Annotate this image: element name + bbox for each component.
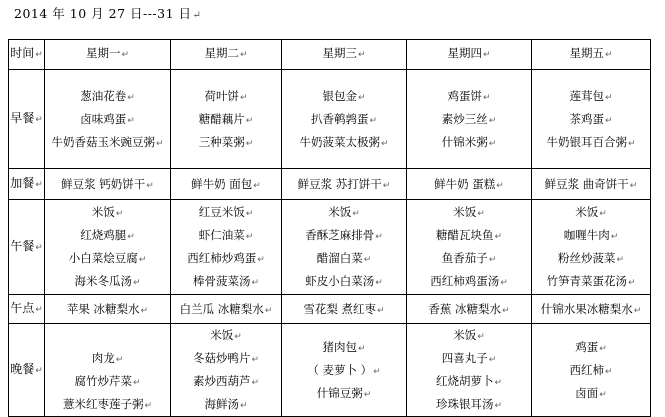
menu-cell [282, 295, 407, 324]
menu-item [407, 131, 531, 154]
paragraph-mark-icon: ↵ [599, 343, 607, 354]
menu-item-text: 牛奶菠菜太极粥 [299, 134, 380, 149]
menu-item-text: 虾皮小白菜汤 [305, 274, 375, 288]
menu-item [532, 247, 650, 270]
menu-item-text: 素炒三丝 [441, 111, 488, 126]
menu-item-text: 米饭 [453, 328, 477, 342]
paragraph-mark-icon: ↵ [500, 278, 508, 288]
menu-cell [532, 295, 651, 324]
menu-item-text: 小白菜烩豆腐 [68, 251, 138, 265]
day-label: 星期三 [322, 46, 357, 60]
paragraph-mark-icon: ↵ [482, 50, 491, 60]
paragraph-mark-icon: ↵ [627, 278, 636, 288]
paragraph-mark-icon: ↵ [239, 401, 248, 411]
menu-item-text: 鲜豆浆 苏打饼干 [297, 176, 382, 191]
paragraph-mark-icon: ↵ [599, 209, 607, 219]
menu-cell [282, 169, 407, 200]
menu-item-text: 莲茸包 [569, 88, 604, 103]
menu-item-text: 竹笋青菜蛋花汤 [546, 274, 627, 288]
paragraph-mark-icon: ↵ [363, 389, 372, 400]
paragraph-mark-icon: ↵ [494, 378, 503, 388]
menu-item-text: 荷叶饼 [204, 88, 239, 103]
paragraph-mark-icon: ↵ [132, 278, 141, 288]
menu-item [171, 131, 281, 154]
header-row [9, 40, 651, 70]
meal-row-morning-snack [9, 169, 651, 200]
menu-item-text: 糖醋藕片 [198, 111, 245, 126]
menu-item [407, 270, 531, 293]
menu-item-text: 什锦米粥 [441, 134, 488, 149]
paragraph-mark-icon: ↵ [192, 10, 202, 21]
menu-item [282, 173, 406, 196]
menu-item [407, 85, 531, 108]
day-label: 星期四 [447, 46, 482, 60]
day-header-2 [171, 40, 282, 70]
paragraph-mark-icon: ↵ [155, 138, 164, 149]
menu-cell [532, 200, 651, 295]
paragraph-mark-icon: ↵ [604, 366, 613, 377]
menu-item [407, 298, 531, 321]
paragraph-mark-icon: ↵ [357, 50, 366, 60]
paragraph-mark-icon: ↵ [234, 332, 242, 342]
menu-item-text: 米饭 [453, 205, 477, 219]
menu-item [171, 393, 281, 416]
paragraph-mark-icon: ↵ [604, 92, 613, 103]
menu-item [282, 359, 406, 382]
meal-row-afternoon-snack [9, 295, 651, 324]
meal-row-lunch [9, 200, 651, 295]
weekly-menu-table [8, 39, 651, 417]
paragraph-mark-icon: ↵ [629, 180, 638, 191]
menu-item-text: 扒香鹌鹑蛋 [310, 111, 369, 126]
menu-item [45, 247, 170, 270]
menu-item-text: 粉丝炒菠菜 [557, 251, 616, 265]
paragraph-mark-icon: ↵ [245, 115, 254, 126]
paragraph-mark-icon: ↵ [127, 115, 135, 126]
menu-item [532, 382, 650, 405]
menu-item-text: 什锦水果冰糖梨水 [540, 301, 633, 316]
menu-item [171, 347, 281, 370]
menu-item-text: 棒骨菠菜汤 [192, 274, 251, 288]
paragraph-mark-icon: ↵ [35, 242, 43, 253]
menu-item [282, 382, 406, 405]
meal-label-cell [9, 200, 45, 295]
menu-item [282, 108, 406, 131]
menu-item [45, 108, 170, 131]
meal-row-breakfast [9, 70, 651, 169]
menu-item [171, 85, 281, 108]
menu-item [532, 85, 650, 108]
menu-cell [407, 295, 532, 324]
paragraph-mark-icon: ↵ [627, 138, 636, 149]
menu-item-text: 红烧鸡腿 [80, 228, 127, 242]
menu-item [171, 108, 281, 131]
menu-item-text: 卤面 [575, 385, 599, 400]
menu-item [407, 247, 531, 270]
menu-item-text: 米饭 [575, 205, 599, 219]
menu-cell [282, 324, 407, 417]
menu-item [532, 201, 650, 224]
menu-item [282, 201, 406, 224]
paragraph-mark-icon: ↵ [245, 232, 254, 242]
menu-item-text: 西红柿鸡蛋汤 [430, 274, 500, 288]
menu-item [282, 270, 406, 293]
paragraph-mark-icon: ↵ [502, 305, 510, 316]
meal-label-cell [9, 295, 45, 324]
paragraph-mark-icon: ↵ [35, 179, 43, 190]
menu-item-text: 猪肉包 [322, 339, 357, 354]
meal-label: 加餐 [10, 175, 35, 190]
menu-item-text: 冬菇炒鸭片 [192, 351, 251, 365]
menu-item-text: 牛奶香菇玉米豌豆粥 [51, 134, 155, 149]
menu-cell [171, 169, 282, 200]
meal-label-cell [9, 324, 45, 417]
menu-item-text: 薏米红枣莲子粥 [62, 397, 144, 411]
paragraph-mark-icon: ↵ [144, 401, 153, 411]
menu-item-text: 米饭 [210, 328, 234, 342]
menu-item [532, 298, 650, 321]
menu-item-text: 银包金 [322, 88, 357, 103]
menu-item-text: （ 麦萝卜 ） [307, 362, 373, 377]
menu-item-text: 腐竹炒芹菜 [74, 374, 132, 388]
paragraph-mark-icon: ↵ [477, 332, 485, 342]
paragraph-mark-icon: ↵ [253, 180, 261, 191]
menu-cell [407, 324, 532, 417]
menu-cell [171, 70, 282, 169]
paragraph-mark-icon: ↵ [488, 255, 497, 265]
menu-cell [45, 169, 171, 200]
menu-item-text: 西红柿炒鸡蛋 [187, 251, 257, 265]
menu-item [45, 393, 170, 416]
paragraph-mark-icon: ↵ [610, 232, 619, 242]
menu-item-text: 鲜牛奶 蛋糕 [434, 176, 496, 191]
day-label: 星期二 [204, 46, 239, 60]
paragraph-mark-icon: ↵ [352, 209, 360, 219]
menu-cell [171, 200, 282, 295]
menu-item-text: 咖喱牛肉 [563, 228, 610, 242]
date-range-text: 2014 年 10 月 27 日---31 日 [14, 6, 192, 21]
day-header-1 [45, 40, 171, 70]
menu-item-text: 红烧胡萝卜 [435, 374, 494, 388]
menu-item-text: 香酥芝麻排骨 [305, 228, 375, 242]
menu-item-text: 红豆米饭 [198, 205, 245, 219]
paragraph-mark-icon: ↵ [357, 343, 366, 354]
menu-item [407, 108, 531, 131]
menu-cell [171, 324, 282, 417]
paragraph-mark-icon: ↵ [363, 255, 372, 265]
menu-item [171, 370, 281, 393]
menu-cell [45, 70, 171, 169]
paragraph-mark-icon: ↵ [251, 378, 260, 388]
paragraph-mark-icon: ↵ [245, 209, 254, 219]
menu-item [532, 108, 650, 131]
menu-item-text: 鱼香茄子 [441, 251, 488, 265]
paragraph-mark-icon: ↵ [245, 138, 254, 149]
menu-item [532, 336, 650, 359]
paragraph-mark-icon: ↵ [488, 115, 497, 126]
menu-item [282, 336, 406, 359]
paragraph-mark-icon: ↵ [146, 180, 154, 191]
menu-item-text: 珍珠银耳汤 [435, 397, 494, 411]
menu-item [171, 324, 281, 347]
menu-item [171, 298, 281, 321]
menu-cell [282, 70, 407, 169]
menu-item [45, 270, 170, 293]
menu-cell [45, 200, 171, 295]
paragraph-mark-icon: ↵ [239, 50, 248, 60]
menu-cell [532, 324, 651, 417]
menu-item [532, 270, 650, 293]
paragraph-mark-icon: ↵ [482, 92, 491, 103]
menu-item [45, 224, 170, 247]
menu-item-text: 醋溜白菜 [316, 251, 363, 265]
menu-item [171, 247, 281, 270]
menu-item-text: 牛奶银耳百合粥 [546, 134, 627, 149]
day-label: 星期五 [569, 46, 604, 60]
menu-item [45, 298, 170, 321]
corner-cell [9, 40, 45, 70]
menu-item-text: 素炒西葫芦 [192, 374, 251, 388]
menu-item-text: 三种菜粥 [198, 134, 245, 149]
paragraph-mark-icon: ↵ [251, 355, 260, 365]
menu-item-text: 海米冬瓜汤 [74, 274, 132, 288]
menu-item [407, 347, 531, 370]
menu-item-text: 虾仁油菜 [198, 228, 245, 242]
date-range [14, 4, 201, 22]
menu-item [282, 131, 406, 154]
menu-item [407, 393, 531, 416]
paragraph-mark-icon: ↵ [604, 50, 613, 60]
menu-item-text: 米饭 [91, 205, 115, 219]
paragraph-mark-icon: ↵ [35, 50, 43, 60]
meal-label: 午点 [10, 300, 35, 315]
menu-item [171, 201, 281, 224]
time-header: 时间 [10, 46, 35, 60]
paragraph-mark-icon: ↵ [616, 255, 625, 265]
paragraph-mark-icon: ↵ [604, 115, 613, 126]
menu-item-text: 白兰瓜 冰糖梨水 [179, 301, 264, 316]
paragraph-mark-icon: ↵ [477, 209, 485, 219]
paragraph-mark-icon: ↵ [132, 378, 141, 388]
menu-item-text: 什锦豆粥 [316, 385, 363, 400]
menu-item-text: 米饭 [328, 205, 352, 219]
paragraph-mark-icon: ↵ [375, 232, 383, 242]
menu-item-text: 香蕉 冰糖梨水 [428, 301, 502, 316]
menu-item-text: 葱油花卷 [80, 88, 127, 103]
menu-item [171, 270, 281, 293]
menu-item [407, 224, 531, 247]
meal-label: 早餐 [10, 110, 35, 125]
menu-item [407, 370, 531, 393]
menu-item-text: 鸡蛋 [575, 339, 599, 354]
paragraph-mark-icon: ↵ [127, 232, 135, 242]
paragraph-mark-icon: ↵ [496, 180, 504, 191]
menu-item [45, 85, 170, 108]
menu-cell [532, 70, 651, 169]
menu-cell [282, 200, 407, 295]
day-header-5 [532, 40, 651, 70]
paragraph-mark-icon: ↵ [239, 92, 248, 103]
paragraph-mark-icon: ↵ [257, 255, 265, 265]
meal-label: 晚餐 [10, 361, 35, 376]
menu-item [45, 173, 170, 196]
menu-item [407, 173, 531, 196]
meal-label: 午餐 [10, 238, 35, 253]
menu-item-text: 雪花梨 煮红枣 [303, 301, 377, 316]
paragraph-mark-icon: ↵ [127, 92, 135, 103]
paragraph-mark-icon: ↵ [35, 365, 43, 376]
menu-item-text: 鲜豆浆 钙奶饼干 [61, 176, 146, 191]
menu-item [45, 131, 170, 154]
paragraph-mark-icon: ↵ [373, 366, 381, 377]
day-label: 星期一 [85, 46, 121, 60]
menu-item [282, 298, 406, 321]
paragraph-mark-icon: ↵ [251, 278, 260, 288]
paragraph-mark-icon: ↵ [382, 180, 391, 191]
menu-item [532, 224, 650, 247]
menu-item [45, 324, 170, 347]
menu-item [282, 85, 406, 108]
paragraph-mark-icon: ↵ [380, 138, 389, 149]
menu-item-text: 鲜牛奶 面包 [191, 176, 253, 191]
menu-item [45, 370, 170, 393]
menu-item [407, 201, 531, 224]
menu-item-text: 肉龙 [91, 351, 115, 365]
paragraph-mark-icon: ↵ [35, 304, 43, 315]
menu-cell [45, 295, 171, 324]
menu-item [171, 224, 281, 247]
paragraph-mark-icon: ↵ [375, 278, 383, 288]
paragraph-mark-icon: ↵ [140, 305, 149, 316]
paragraph-mark-icon: ↵ [138, 255, 147, 265]
menu-item [171, 173, 281, 196]
menu-item [532, 359, 650, 382]
meal-row-dinner [9, 324, 651, 417]
paragraph-mark-icon: ↵ [599, 389, 607, 400]
paragraph-mark-icon: ↵ [369, 115, 378, 126]
menu-cell [171, 295, 282, 324]
menu-cell [407, 169, 532, 200]
paragraph-mark-icon: ↵ [633, 305, 642, 316]
menu-item [407, 324, 531, 347]
menu-item-text: 西红柿 [569, 362, 604, 377]
menu-cell [407, 200, 532, 295]
menu-item-text: 鸡蛋饼 [447, 88, 482, 103]
menu-cell [532, 169, 651, 200]
menu-item [282, 247, 406, 270]
paragraph-mark-icon: ↵ [494, 401, 503, 411]
menu-item [45, 347, 170, 370]
menu-item [282, 224, 406, 247]
paragraph-mark-icon: ↵ [115, 355, 124, 365]
menu-item-text: 四喜丸子 [441, 351, 488, 365]
menu-item-text: 卤味鸡蛋 [80, 111, 127, 126]
menu-cell [407, 70, 532, 169]
paragraph-mark-icon: ↵ [377, 305, 385, 316]
meal-label-cell [9, 70, 45, 169]
meal-label-cell [9, 169, 45, 200]
paragraph-mark-icon: ↵ [494, 232, 503, 242]
paragraph-mark-icon: ↵ [264, 305, 273, 316]
paragraph-mark-icon: ↵ [357, 92, 366, 103]
day-header-3 [282, 40, 407, 70]
menu-item-text: 茶鸡蛋 [569, 111, 604, 126]
menu-item-text: 糖醋瓦块鱼 [435, 228, 494, 242]
paragraph-mark-icon: ↵ [488, 138, 497, 149]
menu-item [532, 131, 650, 154]
day-header-4 [407, 40, 532, 70]
paragraph-mark-icon: ↵ [115, 209, 124, 219]
paragraph-mark-icon: ↵ [488, 355, 497, 365]
paragraph-mark-icon: ↵ [35, 114, 43, 125]
menu-item-text: 苹果 冰糖梨水 [66, 301, 140, 316]
paragraph-mark-icon: ↵ [121, 50, 130, 60]
menu-item [45, 201, 170, 224]
menu-cell [45, 324, 171, 417]
menu-item [532, 173, 650, 196]
menu-item-text: 海鲜汤 [204, 397, 239, 411]
menu-item-text: 鲜豆浆 曲奇饼干 [544, 176, 629, 191]
